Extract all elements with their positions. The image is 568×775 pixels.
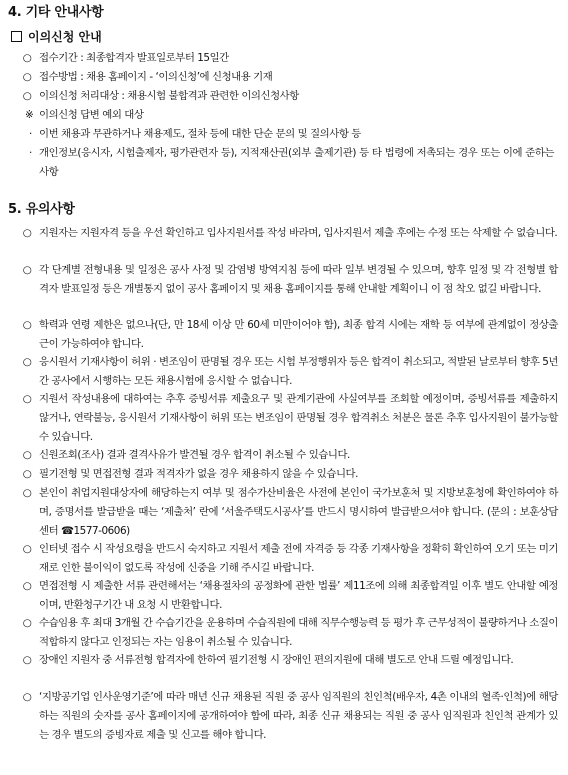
objection-subtitle-text: 이의신청 안내 [28, 30, 102, 44]
circle-bullet-icon: ○ [22, 319, 32, 331]
caution-item-text: 응시원서 기재사항이 허위 · 변조임이 판명될 경우 또는 시험 부정행위자 등은 합격이 취소되고, 적발된 날로부터 향후 5년간 공사에서 시행하는 모든 채용시험에 응시할 수 없습니다. [39, 356, 558, 387]
exception-item-text: 이번 채용과 무관하거나 채용제도, 절차 등에 대한 단순 문의 및 질의사항 등 [39, 128, 361, 140]
caution-item [21, 261, 558, 299]
caution-item-text: 본인이 취업지원대상자에 해당하는지 여부 및 점수가산비율은 사전에 본인이 국가보훈처 및 지방보훈청에 확인하여야 하며, 증명서를 발급받을 때는 ‘제출처’ 란에 ‘서울주택도시공사’를 반드시 명시하여 발급받으셔야 합니다. (문의 : 보훈상담센터 ☎1577-0606) [39, 487, 558, 537]
exception-note [25, 106, 143, 125]
caution-item-text: 지원서 작성내용에 대하여는 추후 증빙서류 제출요구 및 관계기관에 사실여부를 조회할 예정이며, 증빙서류를 제출하지 않거나, 연락불능, 응시원서 기재사항이 허위 또는 변조임이 판명될 경우 합격취소 처분은 물론 추후 입사지원이 불가능할 수 있습니다. [39, 393, 558, 443]
caution-item-text: ‘지방공기업 인사운영기준’에 따라 매년 신규 채용된 직원 중 공사 임직원의 친인척(배우자, 4촌 이내의 혈족·인척)에 해당하는 직원의 숫자를 공사 홈페이지에 공개하여야 함에 따라, 최종 신규 채용되는 직원 중 공사 임직원과 친인척 관계가 있는 경우 별도의 증빙자료 제출 및 신고를 해야 합니다. [39, 691, 558, 741]
caution-item-text: 인터넷 접수 시 작성요령을 반드시 숙지하고 지원서 제출 전에 자격증 등 각종 기재사항을 정확히 확인하여 오기 또는 미기재로 인한 불이익이 없도록 작성에 신중을 기해 주시길 바랍니다. [39, 543, 558, 574]
circle-bullet-icon: ○ [22, 71, 32, 83]
caution-item-text: 지원자는 지원자격 등을 우선 확인하고 입사지원서를 작성 바라며, 입사지원서 제출 후에는 수정 또는 삭제할 수 없습니다. [39, 227, 558, 239]
caution-item [21, 353, 558, 391]
objection-item-text: 접수기간 : 최종합격자 발표일로부터 15일간 [39, 52, 229, 64]
reference-mark-icon: ※ [25, 109, 34, 121]
caution-item [21, 446, 558, 465]
circle-bullet-icon: ○ [22, 90, 32, 102]
objection-item [21, 87, 558, 106]
caution-item [21, 224, 558, 243]
dot-bullet-icon: · [29, 147, 32, 159]
circle-bullet-icon: ○ [22, 617, 32, 629]
objection-item [21, 68, 558, 87]
caution-item-text: 신원조회(조사) 결과 결격사유가 발견될 경우 합격이 취소될 수 있습니다. [39, 449, 350, 461]
caution-item-text: 수습임용 후 최대 3개월 간 수습기간을 운용하며 수습직원에 대해 직무수행능력 등 평가 후 근무성적이 불량하거나 소질이 적합하지 않다고 인정되는 자는 임용이 취소될 수 있습니다. [39, 617, 558, 648]
circle-bullet-icon: ○ [22, 52, 32, 64]
caution-item [21, 651, 558, 670]
caution-item [21, 540, 558, 578]
caution-item [21, 465, 558, 484]
objection-item [21, 49, 558, 68]
caution-item [21, 577, 558, 615]
circle-bullet-icon: ○ [22, 227, 32, 239]
caution-item-text: 면접전형 시 제출한 서류 관련해서는 ‘채용절차의 공정화에 관한 법률’ 제11조에 의해 최종합격일 이후 별도 안내할 예정이며, 반환청구기간 내 요청 시 반환합니다. [39, 580, 558, 611]
caution-item [21, 316, 558, 354]
objection-item-text: 이의신청 처리대상 : 채용시험 불합격과 관련한 이의신청사항 [39, 90, 299, 102]
caution-item [21, 484, 558, 540]
exception-note-text: 이의신청 답변 예외 대상 [39, 109, 144, 121]
square-bullet-icon [11, 31, 22, 42]
circle-bullet-icon: ○ [22, 691, 32, 703]
objection-subtitle [11, 28, 102, 46]
caution-item-text: 필기전형 및 면접전형 결과 적격자가 없을 경우 채용하지 않을 수 있습니다. [39, 468, 358, 480]
caution-item-text: 학력과 연령 제한은 없으나(단, 만 18세 이상 만 60세 미만이어야 함), 최종 합격 시에는 재학 등 여부에 관계없이 정상출근이 가능하여야 합니다. [39, 319, 558, 350]
circle-bullet-icon: ○ [22, 393, 32, 405]
caution-item-text: 각 단계별 전형내용 및 일정은 공사 사정 및 감염병 방역지침 등에 따라 일부 변경될 수 있으며, 향후 일정 및 각 전형별 합격자 발표일정 등은 개별통지 없이 공사 홈페이지 및 채용 홈페이지를 통해 안내할 계획이니 이 점 착오 없길 바랍니다. [39, 264, 558, 295]
objection-item-text: 접수방법 : 채용 홈페이지 - ‘이의신청’에 신청내용 기재 [39, 71, 273, 83]
circle-bullet-icon: ○ [22, 468, 32, 480]
caution-item-text: 장애인 지원자 중 서류전형 합격자에 한하여 필기전형 시 장애인 편의지원에 대해 별도로 안내 드릴 예정입니다. [39, 654, 514, 666]
exception-item-text: 개인정보(응시자, 시험출제자, 평가관련자 등), 지적재산권(외부 출제기관) 등 타 법령에 저촉되는 경우 또는 이에 준하는 사항 [39, 147, 554, 178]
caution-item [21, 688, 558, 744]
circle-bullet-icon: ○ [22, 580, 32, 592]
exception-item [29, 144, 554, 182]
circle-bullet-icon: ○ [22, 356, 32, 368]
circle-bullet-icon: ○ [22, 487, 32, 499]
caution-item [21, 390, 558, 446]
dot-bullet-icon: · [29, 128, 32, 140]
circle-bullet-icon: ○ [22, 449, 32, 461]
exception-item [29, 125, 554, 144]
circle-bullet-icon: ○ [22, 654, 32, 666]
caution-item [21, 614, 558, 652]
circle-bullet-icon: ○ [22, 543, 32, 555]
section-5-title: 5. 유의사항 [8, 202, 75, 217]
circle-bullet-icon: ○ [22, 264, 32, 276]
section-4-title: 4. 기타 안내사항 [8, 5, 104, 20]
